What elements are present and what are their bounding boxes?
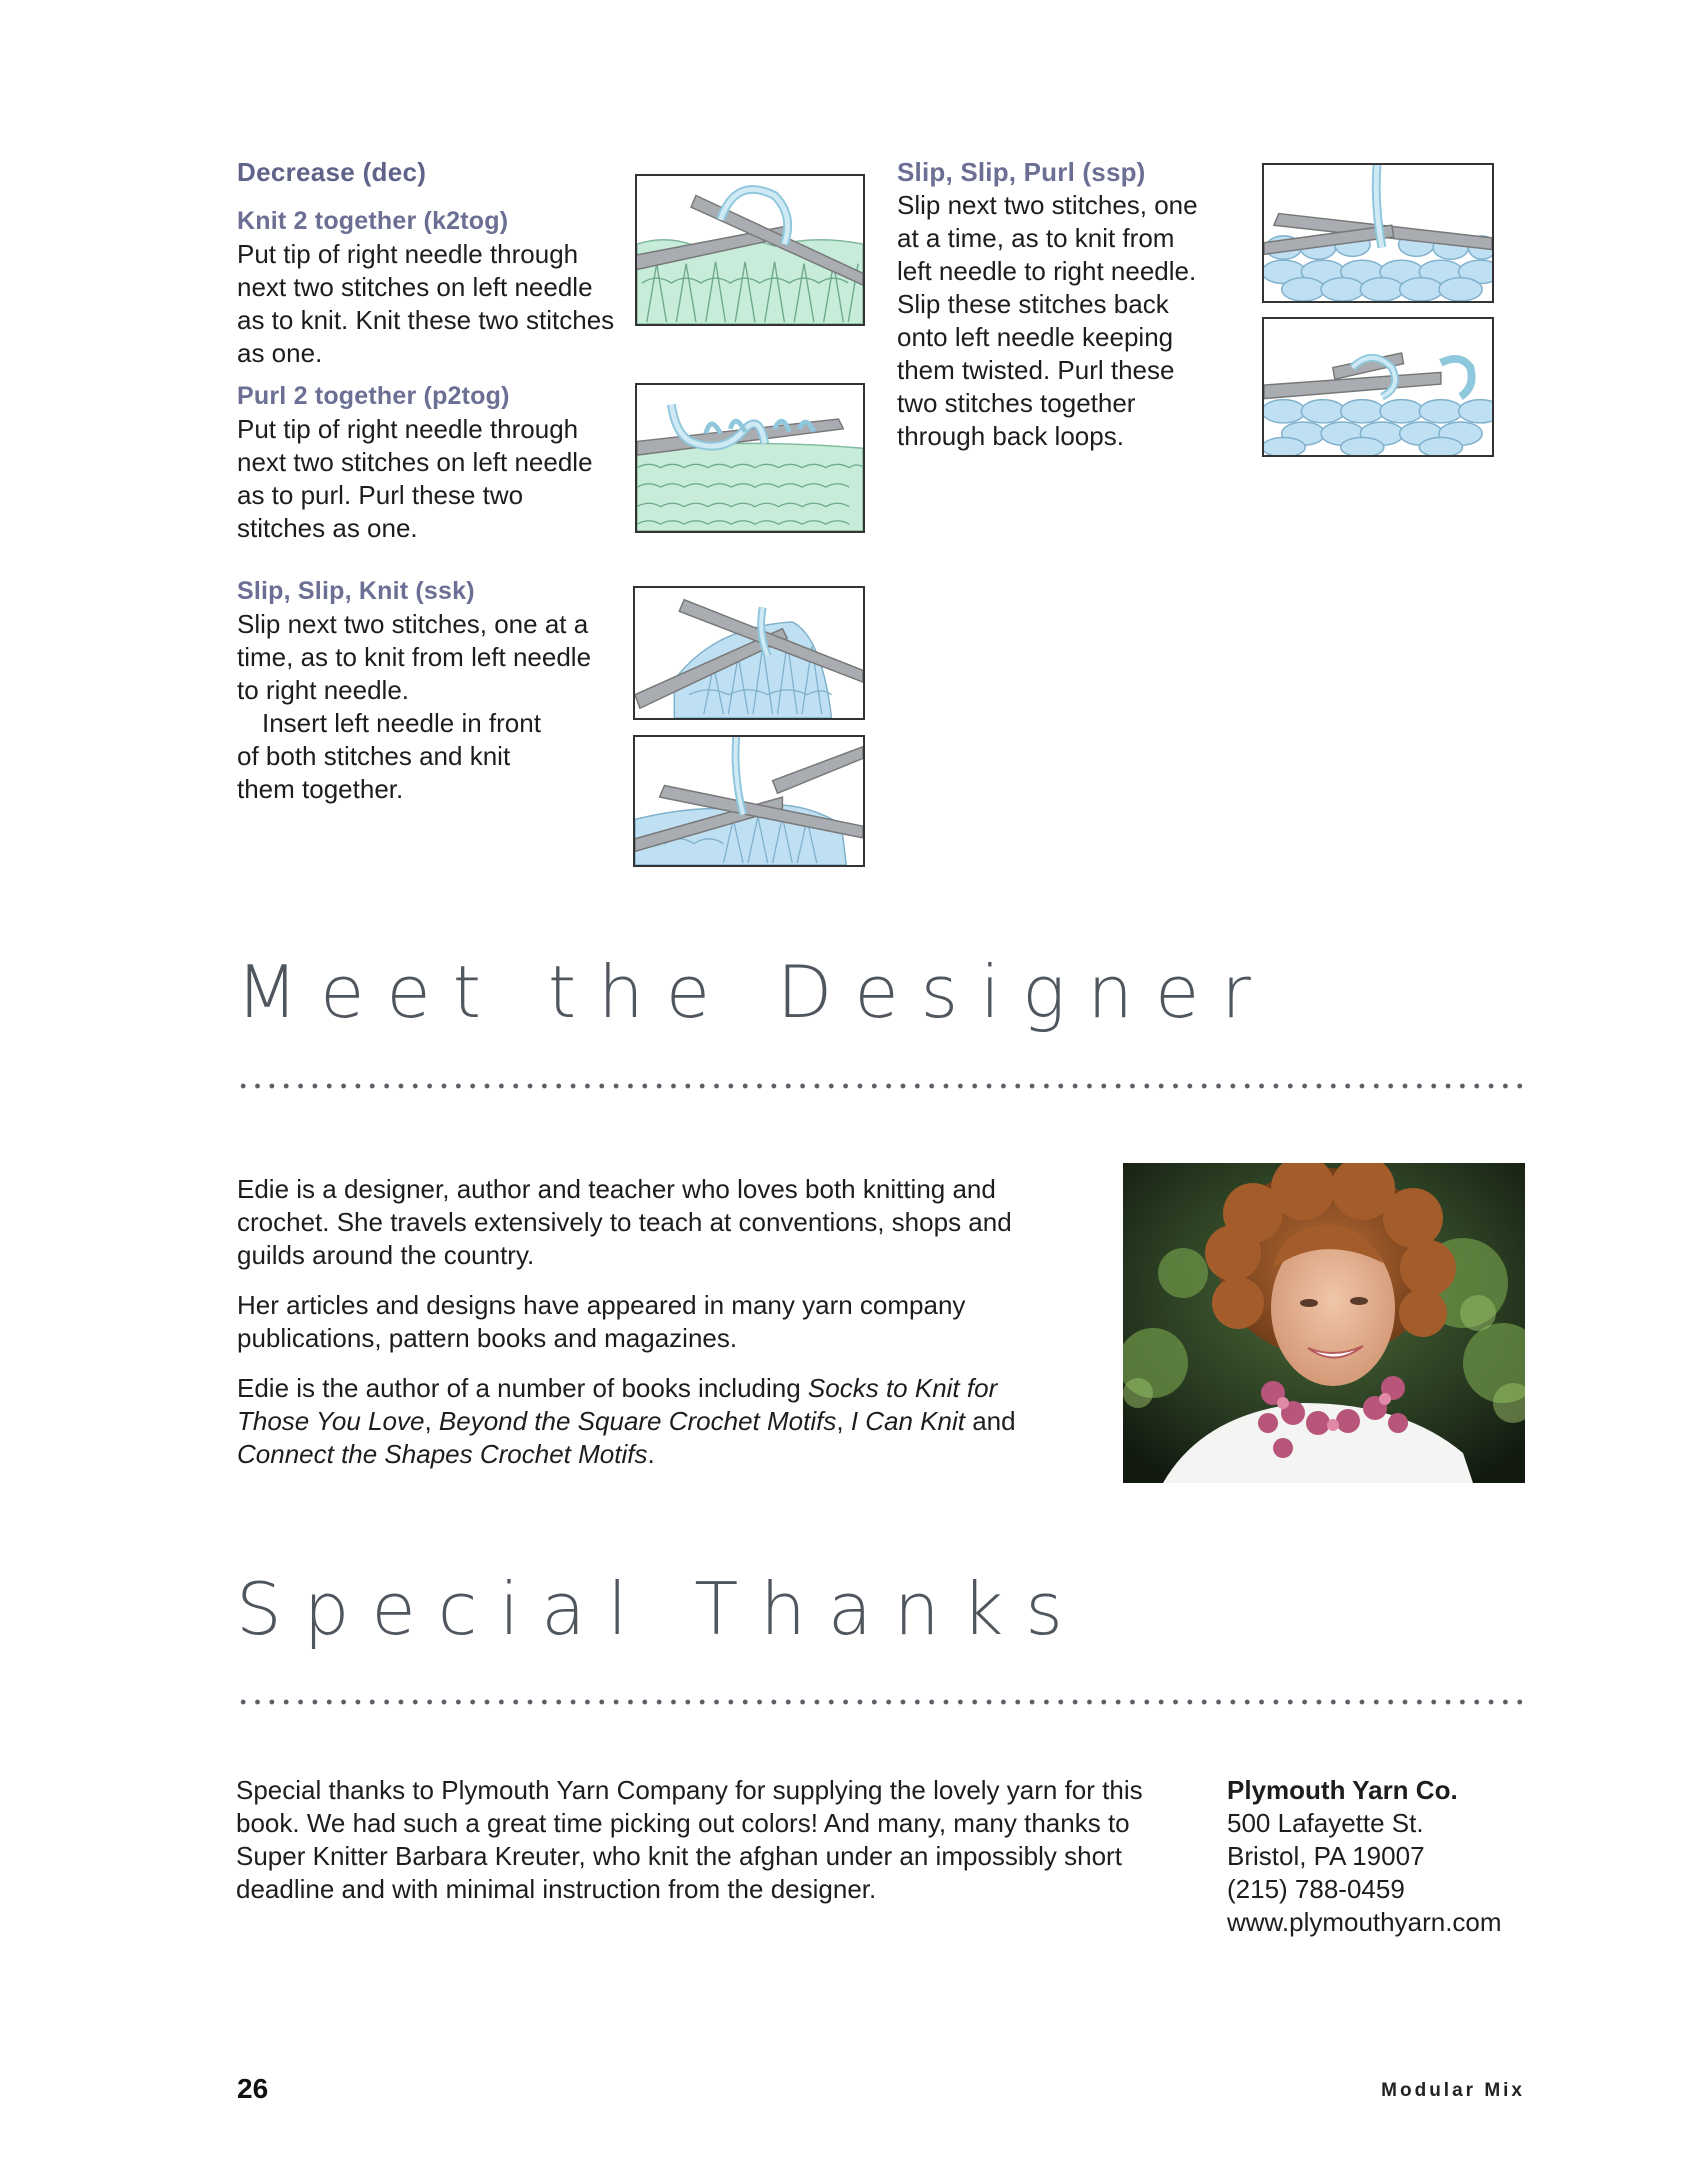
left-column: [237, 156, 617, 816]
book-title-4: Connect the Shapes Crochet Motifs: [237, 1439, 648, 1469]
ssk-text-2: Insert left needle in front of both stitches and knit them together.: [237, 708, 541, 804]
address-block: [1227, 1774, 1527, 1939]
ssk-illustration-1: [633, 586, 865, 720]
ssk-heading: Slip, Slip, Knit (ssk): [237, 577, 475, 605]
ssk-block: [237, 575, 617, 806]
ssp-block: [897, 156, 1212, 453]
k2tog-text: Put tip of right needle through next two stitches on left needle as to knit. Knit these two stitches as one.: [237, 239, 615, 368]
book-title-1: Socks to Knit for Those You Love: [237, 1373, 998, 1436]
company-city: Bristol, PA 19007: [1227, 1841, 1425, 1871]
p2tog-text: Put tip of right needle through next two stitches on left needle as to purl. Purl these two stitches as one.: [237, 414, 593, 543]
company-website: www.plymouthyarn.com: [1227, 1907, 1502, 1937]
thanks-heading: Special Thanks: [236, 1567, 1085, 1651]
company-phone: (215) 788-0459: [1227, 1874, 1405, 1904]
separator-2: ,: [836, 1406, 851, 1436]
designer-divider: [236, 1082, 1526, 1090]
designer-bio: [237, 1173, 1037, 1488]
designer-paragraph-2: Her articles and designs have appeared in many yarn company publications, pattern books and magazines.: [237, 1290, 966, 1353]
designer-heading: Meet the Designer: [236, 950, 1273, 1034]
k2tog-illustration: [635, 174, 865, 326]
ssp-text: Slip next two stitches, one at a time, as to knit from left needle to right needle. Slip these stitches back onto left needle keeping them twisted. Purl these two stitches together through back loops.: [897, 190, 1198, 451]
ssk-illustration-2: [633, 735, 865, 867]
ssp-illustration-2: [1262, 317, 1494, 457]
ssk-text-1: Slip next two stitches, one at a time, as to knit from left needle to right needle.: [237, 609, 592, 705]
thanks-divider: [236, 1698, 1526, 1706]
designer-paragraph-3: [237, 1372, 1037, 1471]
ssp-illustration-1: [1262, 163, 1494, 303]
k2tog-heading: Knit 2 together (k2tog): [237, 207, 509, 235]
thanks-text: Special thanks to Plymouth Yarn Company for supplying the lovely yarn for this book. We had such a great time picking out colors! And many, many thanks to Super Knitter Barbara Kreuter, who knit the afghan under an impossibly short deadline and with minimal instruction from the designer.: [236, 1775, 1143, 1904]
ssp-heading: Slip, Slip, Purl (ssp): [897, 157, 1146, 187]
p2tog-illustration: [635, 383, 865, 533]
separator-3: and: [964, 1406, 1016, 1436]
page-number: 26: [237, 2073, 269, 2104]
k2tog-block: [237, 205, 617, 370]
designer-photo: [1123, 1163, 1525, 1483]
company-name: Plymouth Yarn Co.: [1227, 1775, 1458, 1805]
book-title-footer: Modular Mix: [1381, 2080, 1525, 2101]
book-title-3: I Can Knit: [850, 1406, 965, 1436]
p2tog-heading: Purl 2 together (p2tog): [237, 382, 510, 410]
designer-p3-text: Edie is the author of a number of books including: [237, 1373, 808, 1403]
p2tog-block: [237, 380, 617, 545]
separator-1: ,: [424, 1406, 439, 1436]
paragraph-end: .: [647, 1439, 655, 1469]
company-street: 500 Lafayette St.: [1227, 1808, 1424, 1838]
book-title-2: Beyond the Square Crochet Motifs: [438, 1406, 837, 1436]
decrease-title: Decrease (dec): [237, 157, 427, 187]
designer-paragraph-1: Edie is a designer, author and teacher who loves both knitting and crochet. She travels extensively to teach at conventions, shops and guilds around the country.: [237, 1174, 1012, 1270]
